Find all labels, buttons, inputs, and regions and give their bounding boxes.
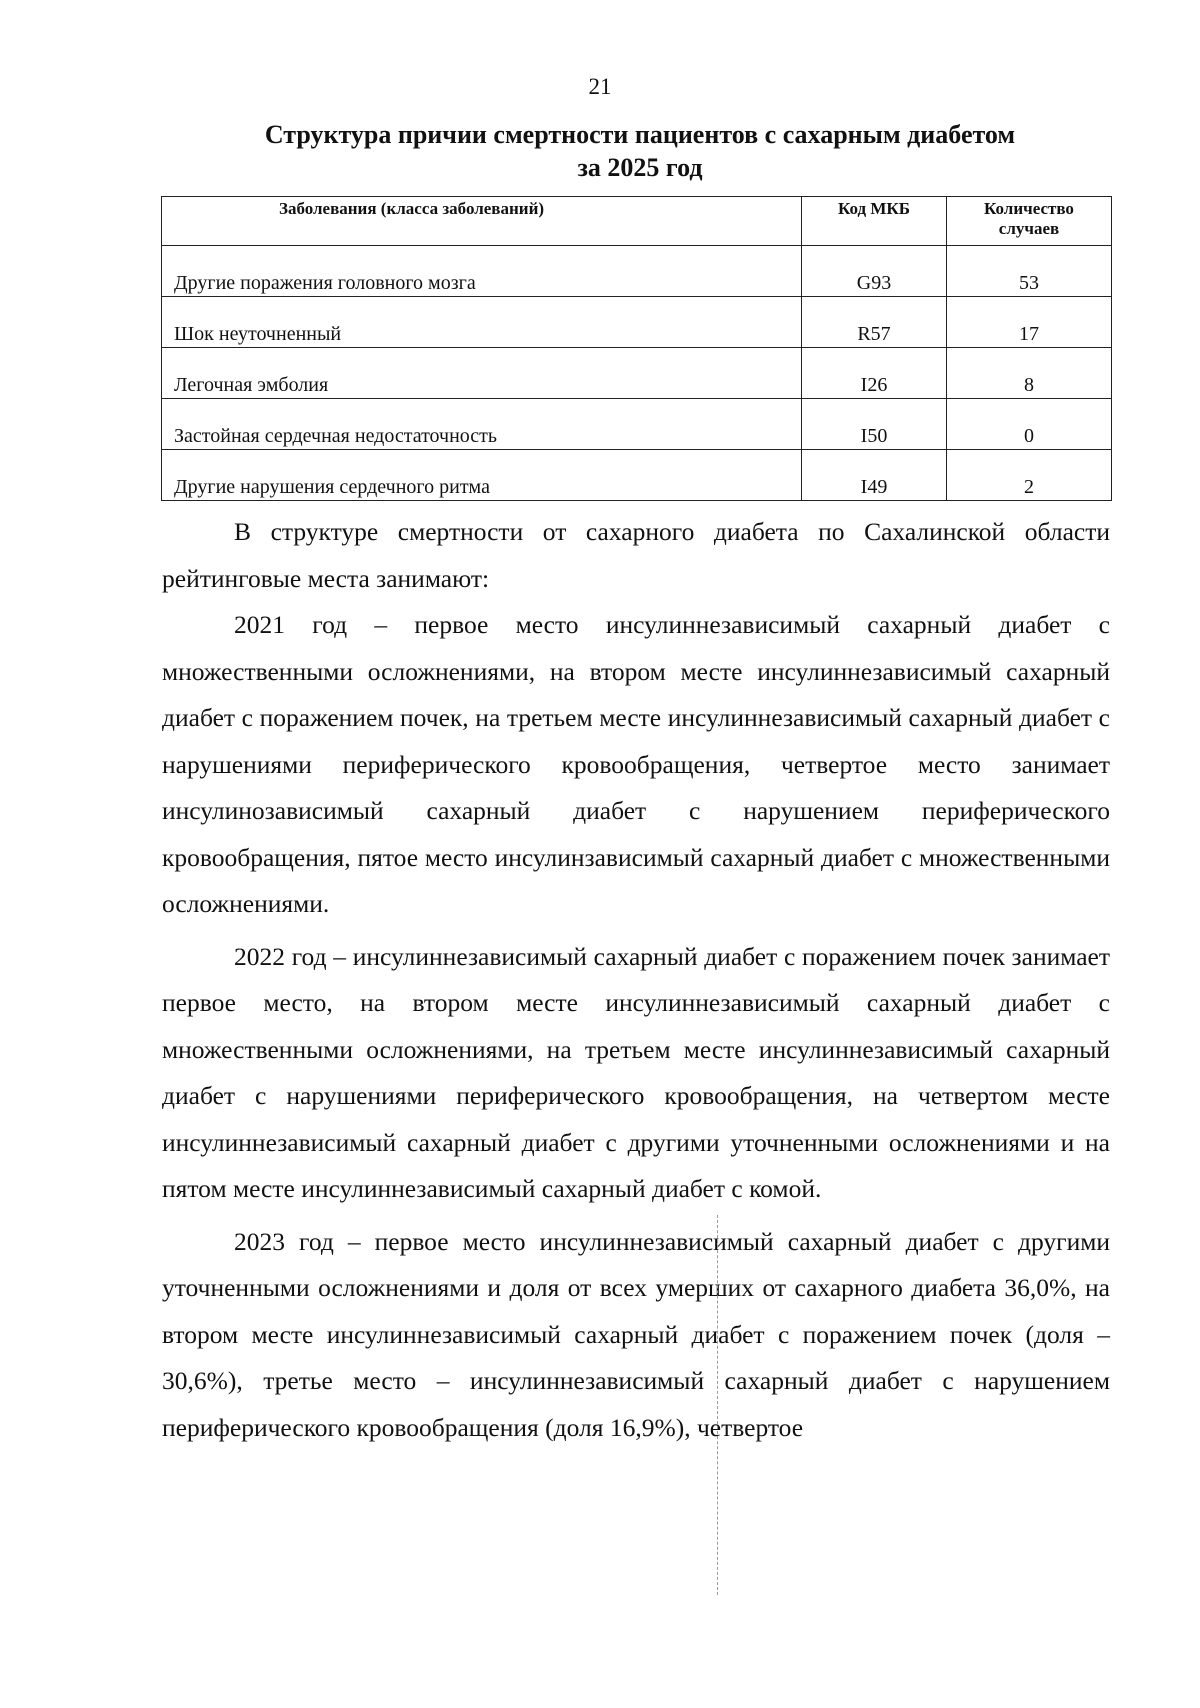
header-code: Код МКБ	[802, 197, 947, 246]
cell-code: G93	[802, 246, 947, 297]
table-row	[162, 348, 1112, 399]
cell-code: R57	[802, 297, 947, 348]
paragraph-2022: 2022 год – инсулиннезависимый сахарный диабет с поражением почек занимает первое место, на втором месте инсулиннезависимый сахарный диабет с множественными осложнениями, на третьем месте инсулиннезависимый сахарный диабет с нарушениями периферического кровообращения, на четвертом месте инсулиннезависимый сахарный диабет с другими уточненными осложнениями и на пятом месте инсулиннезависимый сахарный диабет с комой.	[162, 941, 1110, 1203]
cell-count: 2	[947, 450, 1112, 501]
table-row	[162, 450, 1112, 501]
mortality-table	[161, 196, 1112, 501]
table-row	[162, 399, 1112, 450]
body-text	[162, 509, 1110, 1457]
cell-code: I26	[802, 348, 947, 399]
cell-code: I49	[802, 450, 947, 501]
cell-count: 0	[947, 399, 1112, 450]
page-number: 21	[588, 74, 612, 99]
header-count-line-2: случаев	[998, 219, 1060, 238]
page-title	[160, 118, 1120, 184]
title-line-2: за 2025 год	[577, 153, 703, 182]
header-count	[947, 197, 1112, 246]
cell-count: 53	[947, 246, 1112, 297]
table-row	[162, 297, 1112, 348]
title-line-1: Структура причии смертности пациентов с сахарным диабетом	[264, 120, 1016, 149]
cell-code: I50	[802, 399, 947, 450]
cell-count: 17	[947, 297, 1112, 348]
table-row	[162, 246, 1112, 297]
table-header-row	[162, 197, 1112, 246]
paragraph-2023: 2023 год – первое место инсулиннезависимый сахарный диабет с другими уточненными осложнениями и доля от всех умерших от сахарного диабета 36,0%, на втором месте инсулиннезависимый сахарный диабет с поражением почек (доля – 30,6%), третье место – инсулиннезависимый сахарный диабет с нарушением периферического кровообращения (доля 16,9%), четвертое	[162, 1226, 1110, 1442]
cell-disease: Легочная эмболия	[162, 348, 802, 399]
header-disease: Заболевания (класса заболеваний)	[162, 197, 802, 246]
header-count-line-1: Количество	[984, 199, 1074, 218]
paragraph-2021: 2021 год – первое место инсулиннезависимый сахарный диабет с множественными осложнениями, на втором месте инсулиннезависимый сахарный диабет с поражением почек, на третьем месте инсулиннезависимый сахарный диабет с нарушениями периферического кровообращения, четвертое место занимает инсулинозависимый сахарный диабет с нарушением периферического кровообращения, пятое место инсулинзависимый сахарный диабет с множественными осложнениями.	[162, 610, 1110, 918]
cell-disease: Другие поражения головного мозга	[162, 246, 802, 297]
cell-disease: Другие нарушения сердечного ритма	[162, 450, 802, 501]
cell-disease: Застойная сердечная недостаточность	[162, 399, 802, 450]
cell-count: 8	[947, 348, 1112, 399]
paragraph-intro: В структуре смертности от сахарного диабета по Сахалинской области рейтинговые места занимают:	[162, 517, 1110, 593]
cell-disease: Шок неуточненный	[162, 297, 802, 348]
scan-fold-line	[717, 1215, 718, 1595]
